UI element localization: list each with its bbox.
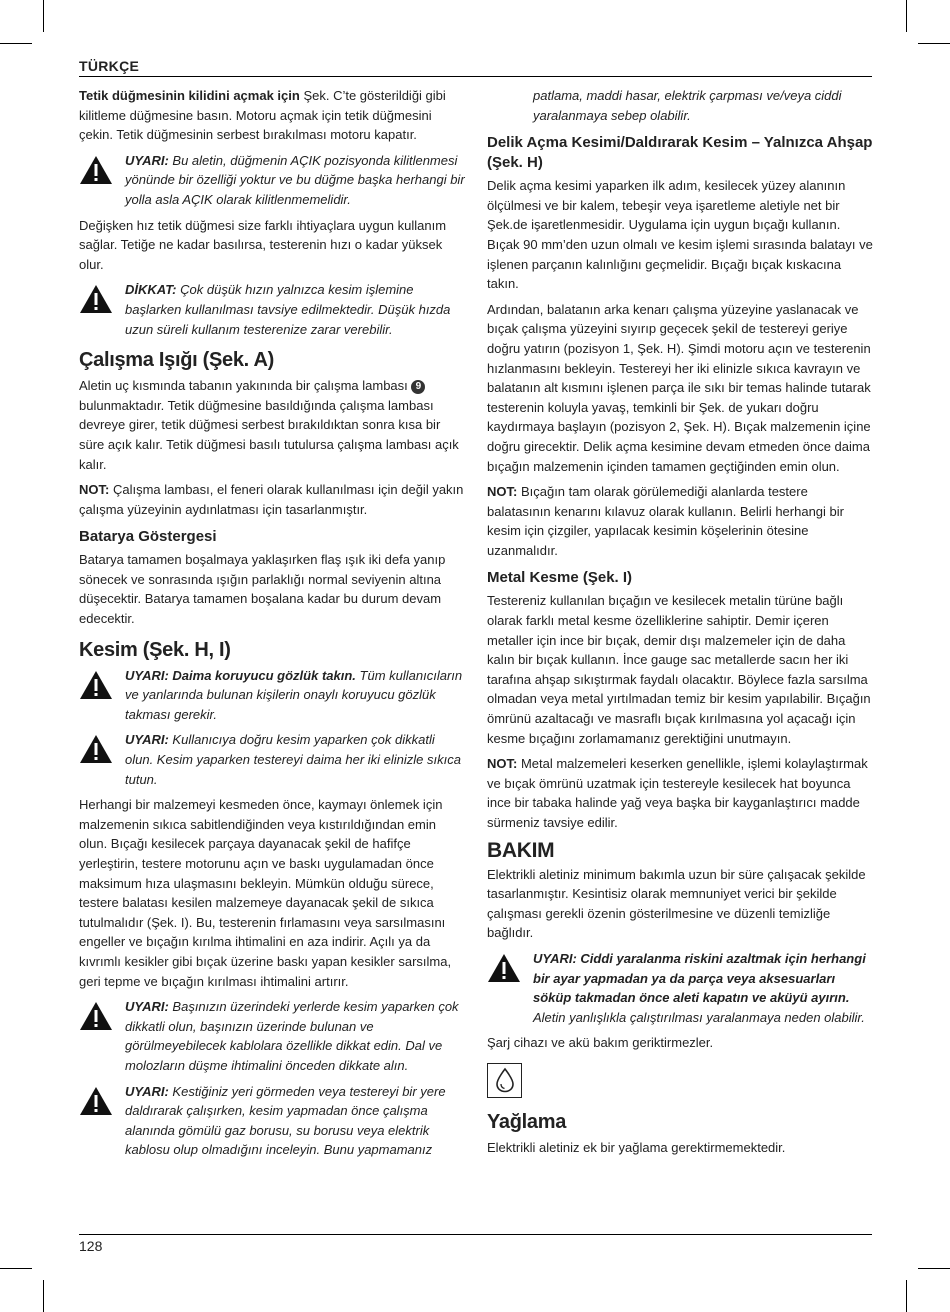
crop-mark [906, 0, 907, 32]
paragraph-variable-speed: Değişken hız tetik düğmesi size farklı ihtiyaçlara uygun kullanım sağlar. Tetiğe ne kadar basılırsa, testerenin hızı o kadar yüksek olur. [79, 217, 447, 272]
crop-mark [43, 1280, 44, 1312]
note-metal: NOT: Metal malzemeleri keserken genellikle, işlemi kolaylaştırmak ve bıçak ömrünü uzatmak için testereyle kesilecek hat boyunca ince bir tabaka halinde yağ veya başka bir kayganlaştırıcı madde sürmeniz tavsiye edilir. [487, 756, 868, 830]
paragraph-work-light: Aletin uç kısmında tabanın yakınında bir çalışma lambası 9 bulunmaktadır. Tetik düğmesine basıldığında çalışma lambası devreye girer, tetik düğmesi serbest bırakıldıktan sonra kısa bir süre açık kalır. Tetik düğmesi basılı tutulursa çalışma lambası açık kalır. [79, 378, 459, 472]
paragraph-charger: Şarj cihazı ve akü bakım geriktirmezler. [487, 1035, 714, 1051]
heading-work-light: Çalışma Işığı (Şek. A) [79, 349, 274, 372]
page-number: 128 [79, 1238, 103, 1254]
crop-mark [918, 1268, 950, 1269]
warning-continuation: patlama, maddi hasar, elektrik çarpması ve/veya ciddi yaralanmaya sebep olabilir. [533, 88, 842, 123]
callout-number: 9 [411, 380, 425, 394]
paragraph-plunge-1: Delik açma kesimi yaparken ilk adım, kesilecek yüzey alanının ölçülmesi ve bir kalem, tebeşir veya işaretleme aletiyle net bir Şek.de işaretlenmesidir. Uygulama için uygun bıçağı kullanın. Bıçak 90 mm’den uzun olmalı ve kesim işlemi sırasında balatayı ve işlenen parçanın kalınlığını geçmelidir. Bıçağı bıçak kıskacına takın. [487, 178, 873, 292]
paragraph-trigger-lock: Tetik düğmesinin kilidini açmak için Şek. C’te gösterildiği gibi kilitleme düğmesine basın. Motoru açmak için tetik düğmesini çekin. Tetik düğmesinin serbest bırakılması motoru kapatır. [79, 88, 446, 143]
heading-maintenance: BAKIM [487, 838, 555, 862]
caution-block: DİKKAT: Çok düşük hızın yalnızca kesim işlemine başlarken kullanılması tavsiye edilmektedir. Düşük hızda uzun süreli kullanım testerenize zarar verebilir. [79, 280, 465, 339]
heading-battery: Batarya Göstergesi [79, 528, 217, 546]
heading-plunge-cut: Delik Açma Kesimi/Daldırarak Kesim – Yalnızca Ahşap (Şek. H) [487, 134, 873, 172]
note-work-light: NOT: Çalışma lambası, el feneri olarak kullanılması için değil yakın çalışma yüzeyinin aydınlatması için tasarlanmıştır. [79, 482, 464, 517]
paragraph-battery: Batarya tamamen boşalmaya yaklaşırken flaş ışık iki defa yanıp sönecek ve sonrasında ışığın parlaklığı normal seviyenin altına düşecektir. Batarya tamamen boşalana kadar bu durum devam edecektir. [79, 552, 446, 627]
crop-mark [906, 1280, 907, 1312]
note-plunge: NOT: Bıçağın tam olarak görülemediği alanlarda testere balatasının kenarını kılavuz olarak kullanın. Belirli herhangi bir kesim için çizgiler, yapılacak kesimin köşelerinin ötesine uzanmalıdır. [487, 484, 844, 558]
crop-mark [0, 43, 32, 44]
warning-block: UYARI: Kullanıcıya doğru kesim yaparken çok dikkatli olun. Kesim yaparken testereyi daima her iki elinizle sıkıca tutun. [79, 730, 465, 789]
warning-icon [79, 284, 113, 314]
heading-metal-cutting: Metal Kesme (Şek. I) [487, 569, 633, 587]
footer-rule [79, 1234, 872, 1235]
paragraph-plunge-2: Ardından, balatanın arka kenarı çalışma yüzeyine yaslanacak ve bıçak çalışma yüzeyini sıyırıp geçecek şekil de testereyi geriye doğru yatırın (pozisyon 1, Şek. H). Şimdi motoru açın ve testerenin hızlanmasını bekleyin. Testereyi her iki elinizle sıkıca kavrayın ve balatanın alt kısmını işlenen parça ile sıkı bir temas halinde tutarak testerenin koluyla yavaş, temkinli bir Şek. de yukarı doğru kaydırmaya başlayın (pozisyon 2, Şek. H). Bıçak malzemenin içine doğru girecektir. Delik açma kesimine devam etmeden önce daima bıçağın malzemenin içinden tamamen geçtiğinden emin olun. [487, 301, 871, 474]
heading-lubrication: Yağlama [487, 1110, 567, 1133]
right-column [487, 86, 873, 1164]
warning-icon [79, 155, 113, 185]
paragraph-cutting: Herhangi bir malzemeyi kesmeden önce, kaymayı önlemek için malzemenin sıkıca sabitlendiğinden veya kıstırıldığından emin olun. Bıçağı kesilecek parçaya dayanacak şekil de hafifçe yerleştirin, testere motorunu açın ve baskı uygulamadan önce maksimum hıza ulaşmasını bekleyin. Mümkün olduğu sürece, testere balatası kesilen malzemeye dayanacak şekil de sıkıca tutulmalıdır (Şek. I). Bu, testerenin fırlamasını veya sarsılmasını engeller ve bıçağın kırılma ihtimalini en aza indirir. Açılı ya da kıvrımlı kesikler gibi bıçak üzerine baskı yapan kesikler sarsılma, geri tepme ve bıçağın kırılması ihtimalini artırır. [79, 797, 452, 989]
warning-icon [79, 1001, 113, 1031]
paragraph-maintenance: Elektrikli aletiniz minimum bakımla uzun bir süre çalışacak şekilde tasarlanmıştır. Kesintisiz olarak memnuniyet verici bir şekilde çalışması gerekli özenin gösterilmesine ve düzenli temizliğe bağlıdır. [487, 866, 866, 941]
paragraph-lubrication: Elektrikli aletiniz ek bir yağlama gerektirmemektedir. [487, 1139, 786, 1155]
left-column [79, 86, 465, 1166]
warning-block: UYARI: Kestiğiniz yeri görmeden veya testereyi bir yere daldırarak çalışırken, kesim yapmadan önce çalışma alanında gömülü gaz borusu, su borusu veya elektrik kablosu olup olmadığını inceleyin. Bunu yapmamanız [79, 1082, 465, 1160]
warning-block: UYARI: Daima koruyucu gözlük takın. Tüm kullanıcıların ve yanlarında bulunan kişilerin onaylı koruyucu gözlük takması gerekir. [79, 666, 465, 725]
warning-block: UYARI: Bu aletin, düğmenin AÇIK pozisyonda kilitlenmesi yönünde bir özelliği yoktur ve bu düğme başka herhangi bir yolla asla AÇIK olarak kilitlenmemelidir. [79, 151, 465, 210]
header-rule [79, 76, 872, 77]
heading-cutting: Kesim (Şek. H, I) [79, 638, 231, 661]
warning-block: UYARI: Ciddi yaralanma riskini azaltmak için herhangi bir ayar yapmadan ya da parça veya aksesuarları söküp takmadan önce aleti kapatın ve aküyü ayırın. Aletin yanlışlıkla çalıştırılması yaralanmaya neden olabilir. [487, 949, 873, 1027]
paragraph-metal: Testereniz kullanılan bıçağın ve kesilecek metalin türüne bağlı olarak farklı metal kesme özelliklerine sahiptir. Demir içeren metaller için ince bir bıçak, demir dışı malzemeler için de daha kalın bir bıçak kullanın. İnce gauge sac metallerde sacın her iki tarafına ahşap sıkıştırmak faydalı olacaktır. Böylece fazla sarsılma olmadan veya metal yırtılmadan temiz bir kesim yapılabilir. Bıçağın ömrünü azaltacağı ve masraflı bıçak kırılmasına yol açacağı için kesme bıçağını zorlamamanız gerektiğini unutmayın. [487, 593, 871, 746]
warning-icon [79, 1086, 113, 1116]
oil-drop-icon [494, 1067, 516, 1093]
warning-icon [79, 670, 113, 700]
crop-mark [43, 0, 44, 32]
lubrication-symbol [487, 1063, 522, 1098]
warning-block: UYARI: Başınızın üzerindeki yerlerde kesim yaparken çok dikkatli olun, başınızın üzerinde bulunan ve görülmeyebilecek kablolara özellikle dikkat edin. Dal ve molozların düşme ihtimalini önceden dikkate alın. [79, 997, 465, 1075]
crop-mark [918, 43, 950, 44]
crop-mark [0, 1268, 32, 1269]
warning-icon [487, 953, 521, 983]
warning-icon [79, 734, 113, 764]
language-header: TÜRKÇE [79, 58, 140, 74]
